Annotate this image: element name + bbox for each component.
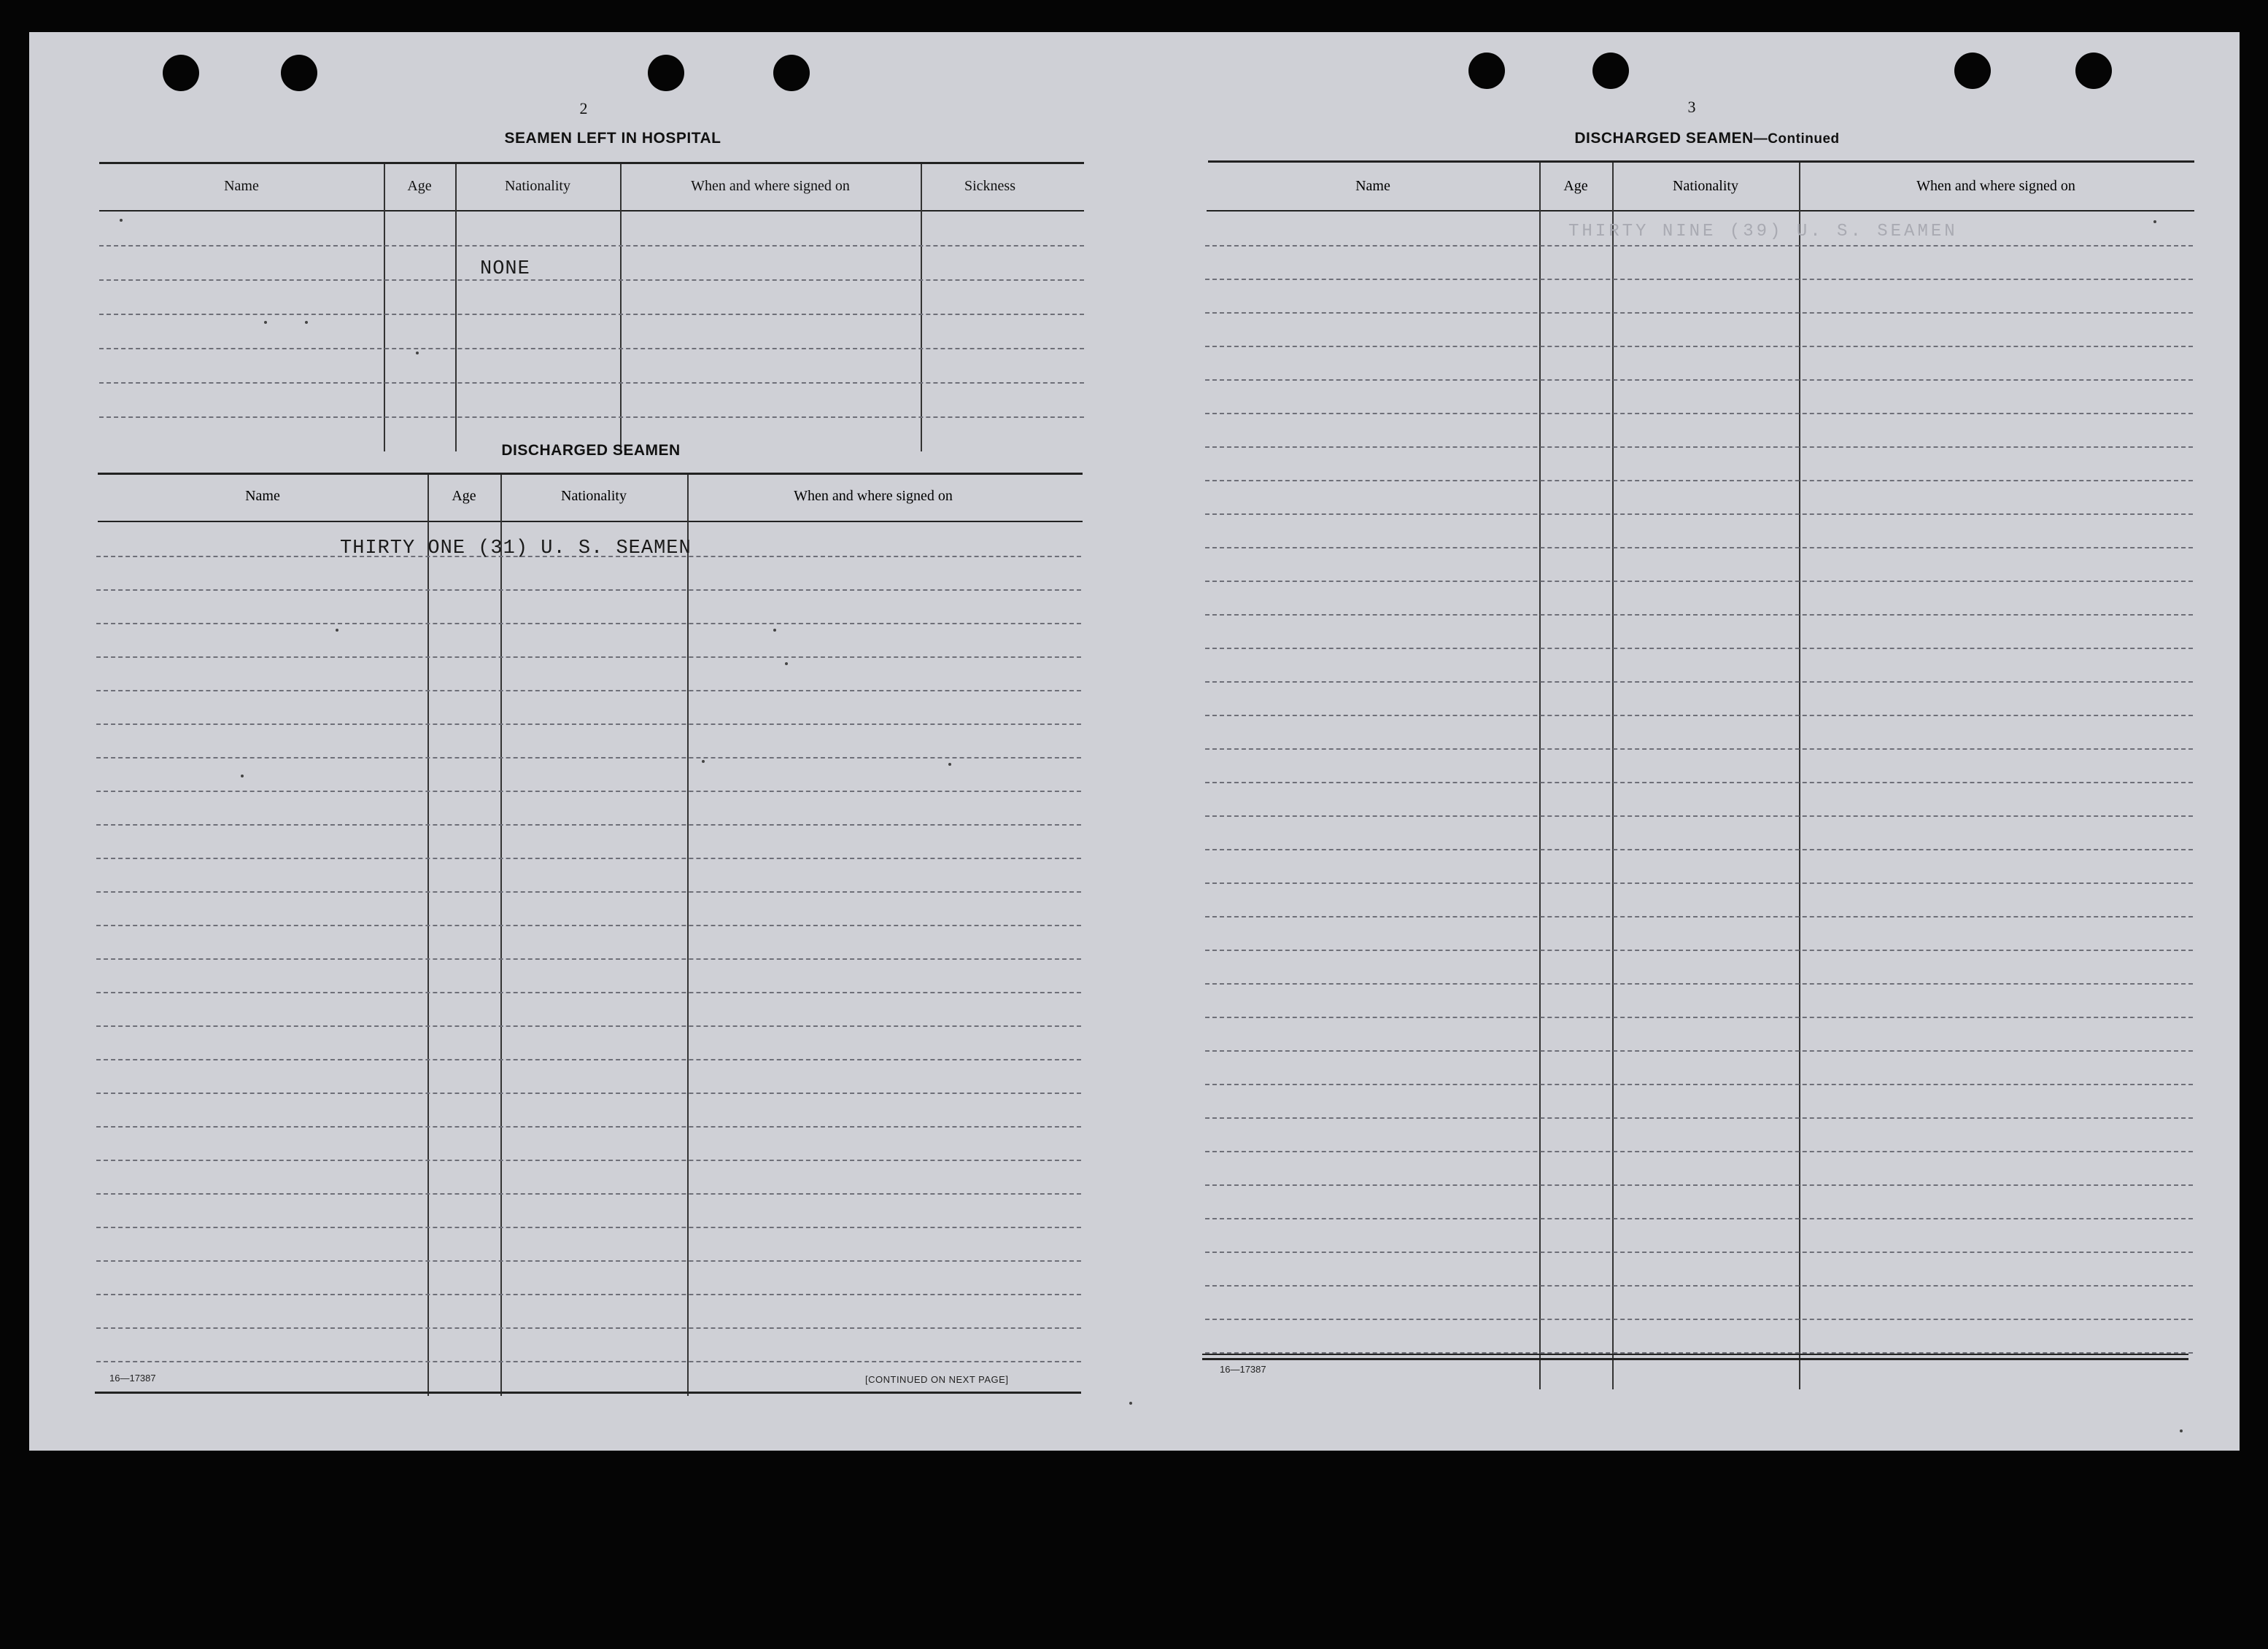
table-top-rule — [99, 162, 1084, 164]
row-ruling-line — [1205, 1117, 2193, 1119]
column-header-name: Name — [245, 488, 280, 504]
row-ruling-line — [99, 279, 1084, 281]
row-ruling-line — [1205, 849, 2193, 850]
ledger-spread — [29, 32, 2240, 1451]
table-header-rule — [1207, 210, 2194, 212]
punch-hole — [163, 55, 199, 91]
row-ruling-line — [99, 416, 1084, 418]
row-ruling-line — [96, 1126, 1081, 1128]
row-ruling-line — [1205, 1084, 2193, 1085]
hospital-section-title: SEAMEN LEFT IN HOSPITAL — [504, 130, 721, 147]
column-divider — [620, 164, 622, 451]
column-header-when-where: When and where signed on — [1916, 178, 2075, 194]
page-number: 3 — [1687, 98, 1696, 116]
row-ruling-line — [96, 1361, 1081, 1362]
row-ruling-line — [96, 992, 1081, 993]
row-ruling-line — [96, 1025, 1081, 1027]
row-ruling-line — [1205, 1050, 2193, 1052]
scan-speck — [241, 775, 244, 777]
row-ruling-line — [1205, 346, 2193, 347]
row-ruling-line — [1205, 279, 2193, 280]
row-ruling-line — [1205, 547, 2193, 548]
continued-note: [CONTINUED ON NEXT PAGE] — [865, 1374, 1009, 1385]
row-ruling-line — [96, 1260, 1081, 1262]
row-ruling-line — [1205, 1218, 2193, 1219]
row-ruling-line — [1205, 950, 2193, 951]
row-ruling-line — [99, 348, 1084, 349]
column-divider — [921, 164, 922, 451]
row-ruling-line — [96, 589, 1081, 591]
scan-speck — [702, 760, 705, 763]
scan-speck — [773, 629, 776, 632]
table-top-rule — [98, 473, 1083, 475]
row-ruling-line — [1205, 1184, 2193, 1186]
table-bottom-rule — [1202, 1354, 2188, 1355]
row-ruling-line — [1205, 513, 2193, 515]
row-ruling-line — [96, 1093, 1081, 1094]
row-ruling-line — [96, 1059, 1081, 1060]
row-ruling-line — [96, 1327, 1081, 1329]
scan-speck — [785, 662, 788, 665]
row-ruling-line — [1205, 614, 2193, 616]
column-header-when-where: When and where signed on — [691, 178, 850, 194]
table-bottom-rule — [1202, 1358, 2188, 1360]
punch-hole — [1468, 53, 1505, 89]
punch-hole — [648, 55, 684, 91]
row-ruling-line — [1205, 581, 2193, 582]
scan-speck — [1129, 1402, 1132, 1405]
row-ruling-line — [1205, 916, 2193, 917]
discharged-continued-title — [1415, 130, 1999, 147]
table-bottom-rule — [95, 1392, 1081, 1394]
row-ruling-line — [1205, 681, 2193, 683]
row-ruling-line — [1205, 748, 2193, 750]
punch-hole — [1592, 53, 1629, 89]
scan-speck — [2180, 1429, 2183, 1432]
row-ruling-line — [1205, 446, 2193, 448]
row-ruling-line — [96, 824, 1081, 826]
column-divider — [500, 475, 502, 1396]
punch-hole — [1954, 53, 1991, 89]
row-ruling-line — [96, 723, 1081, 725]
column-header-nationality: Nationality — [561, 488, 627, 504]
column-header-nationality: Nationality — [1673, 178, 1738, 194]
discharged-section-title: DISCHARGED SEAMEN — [501, 442, 681, 459]
row-ruling-line — [99, 314, 1084, 315]
form-number: 16—17387 — [109, 1373, 156, 1384]
row-ruling-line — [96, 891, 1081, 893]
column-header-sickness: Sickness — [964, 178, 1015, 194]
scan-speck — [305, 321, 308, 324]
column-header-when-where: When and where signed on — [794, 488, 953, 504]
row-ruling-line — [96, 1160, 1081, 1161]
row-ruling-line — [1205, 782, 2193, 783]
row-ruling-line — [96, 791, 1081, 792]
row-ruling-line — [1205, 1319, 2193, 1320]
page-number: 2 — [579, 99, 588, 117]
row-ruling-line — [96, 858, 1081, 859]
row-ruling-line — [96, 1193, 1081, 1195]
row-ruling-line — [1205, 1285, 2193, 1287]
row-ruling-line — [96, 690, 1081, 691]
hospital-entry: NONE — [480, 258, 530, 280]
row-ruling-line — [96, 958, 1081, 960]
column-header-name: Name — [224, 178, 259, 194]
column-header-name: Name — [1355, 178, 1390, 194]
row-ruling-line — [1205, 245, 2193, 247]
punch-hole — [2075, 53, 2112, 89]
column-header-age: Age — [452, 488, 476, 504]
column-divider — [384, 164, 385, 451]
row-ruling-line — [96, 757, 1081, 758]
column-header-nationality: Nationality — [505, 178, 570, 194]
table-header-rule — [98, 521, 1083, 522]
row-ruling-line — [99, 382, 1084, 384]
punch-hole — [773, 55, 810, 91]
form-number: 16—17387 — [1220, 1364, 1266, 1375]
table-top-rule — [1208, 160, 2194, 163]
row-ruling-line — [1205, 715, 2193, 716]
column-divider — [687, 475, 689, 1396]
row-ruling-line — [96, 623, 1081, 624]
column-header-age: Age — [1563, 178, 1588, 194]
row-ruling-line — [96, 1227, 1081, 1228]
bleed-through-text: THIRTY NINE (39) U. S. SEAMEN — [1568, 222, 1958, 241]
column-divider — [427, 475, 429, 1396]
scan-speck — [336, 629, 338, 632]
scan-speck — [2153, 220, 2156, 223]
row-ruling-line — [1205, 1017, 2193, 1018]
row-ruling-line — [96, 925, 1081, 926]
row-ruling-line — [1205, 648, 2193, 649]
table-header-rule — [99, 210, 1084, 212]
row-ruling-line — [1205, 815, 2193, 817]
row-ruling-line — [99, 245, 1084, 247]
scan-speck — [948, 763, 951, 766]
scan-speck — [416, 352, 419, 354]
column-divider — [455, 164, 457, 451]
discharged-entry: THIRTY ONE (31) U. S. SEAMEN — [340, 538, 692, 559]
row-ruling-line — [1205, 413, 2193, 414]
row-ruling-line — [1205, 1151, 2193, 1152]
row-ruling-line — [1205, 480, 2193, 481]
section-title-suffix: —Continued — [1753, 131, 1840, 147]
scan-speck — [120, 219, 123, 222]
row-ruling-line — [1205, 882, 2193, 884]
section-title-main: DISCHARGED SEAMEN — [1574, 130, 1754, 147]
scan-speck — [264, 321, 267, 324]
column-header-age: Age — [407, 178, 432, 194]
row-ruling-line — [96, 1294, 1081, 1295]
row-ruling-line — [1205, 983, 2193, 985]
row-ruling-line — [1205, 312, 2193, 314]
row-ruling-line — [96, 656, 1081, 658]
punch-hole — [281, 55, 317, 91]
row-ruling-line — [1205, 379, 2193, 381]
row-ruling-line — [1205, 1252, 2193, 1253]
